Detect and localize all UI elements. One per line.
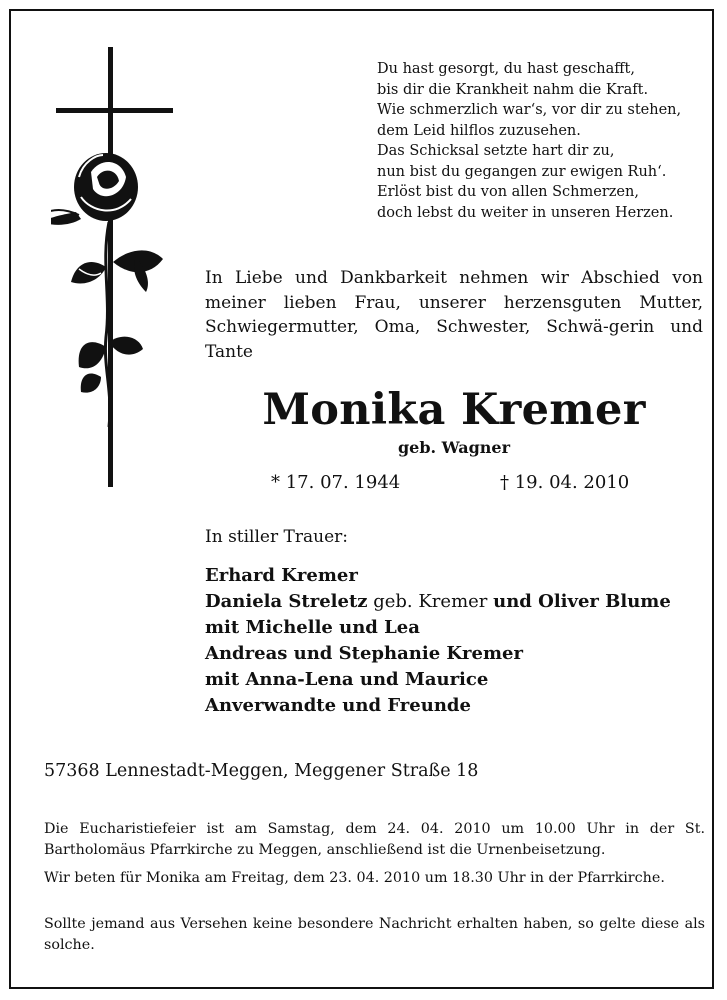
cross-icon (56, 47, 173, 487)
prayer-info: Wir beten für Monika am Freitag, dem 23. 04. 2010 um 18.30 Uhr in der Pfarrkirche. (44, 870, 665, 886)
family-maiden: geb. Kremer (367, 591, 494, 612)
poem-line: Du hast gesorgt, du hast geschafft, (377, 61, 635, 77)
family-line (205, 589, 710, 615)
poem-line: bis dir die Krankheit nahm die Kraft. (377, 81, 649, 98)
poem-line: nun bist du gegangen zur ewigen Ruh‘. (377, 163, 667, 180)
family-list (205, 563, 710, 719)
cross-with-rose (51, 47, 181, 489)
obituary-notice (9, 9, 714, 989)
intro-text: In Liebe und Dankbarkeit nehmen wir Abschied von meiner lieben Frau, unserer herzensguten Mutter, Schwiegermutter, Oma, Schwester, Schwä-gerin und Tante (205, 268, 703, 362)
family-line: Erhard Kremer (205, 565, 358, 586)
family-name: und Oliver Blume (493, 591, 671, 612)
poem-line: Erlöst bist du von allen Schmerzen, (377, 184, 639, 200)
mourning-label: In stiller Trauer: (205, 527, 348, 547)
deceased-name: Monika Kremer (262, 385, 646, 435)
family-line: mit Anna-Lena und Maurice (205, 669, 489, 690)
poem-line: doch lebst du weiter in unseren Herzen. (377, 204, 674, 221)
poem-line: dem Leid hilflos zuzusehen. (377, 122, 581, 139)
family-line: mit Michelle und Lea (205, 617, 420, 638)
poem-line: Wie schmerzlich war‘s, vor dir zu stehen, (377, 102, 682, 118)
mass-info: Die Eucharistiefeier ist am Samstag, dem 24. 04. 2010 um 10.00 Uhr in der St. Bartholomäus Pfarrkirche zu Meggen, anschließend ist die Urnenbeisetzung. (44, 821, 705, 858)
poem-line: Das Schicksal setzte hart dir zu, (377, 143, 615, 159)
family-name: Daniela Streletz (205, 591, 368, 612)
rose-icon (51, 153, 163, 427)
birth-date: * 17. 07. 1944 (271, 472, 401, 493)
death-date: † 19. 04. 2010 (500, 472, 630, 493)
poem (377, 59, 707, 223)
family-line: Andreas und Stephanie Kremer (205, 643, 523, 664)
notice-info: Sollte jemand aus Versehen keine besondere Nachricht erhalten haben, so gelte diese als solche. (44, 916, 705, 953)
family-line: Anverwandte und Freunde (205, 695, 471, 716)
address: 57368 Lennestadt-Meggen, Meggener Straße 18 (44, 761, 479, 781)
maiden-name: geb. Wagner (397, 438, 511, 457)
